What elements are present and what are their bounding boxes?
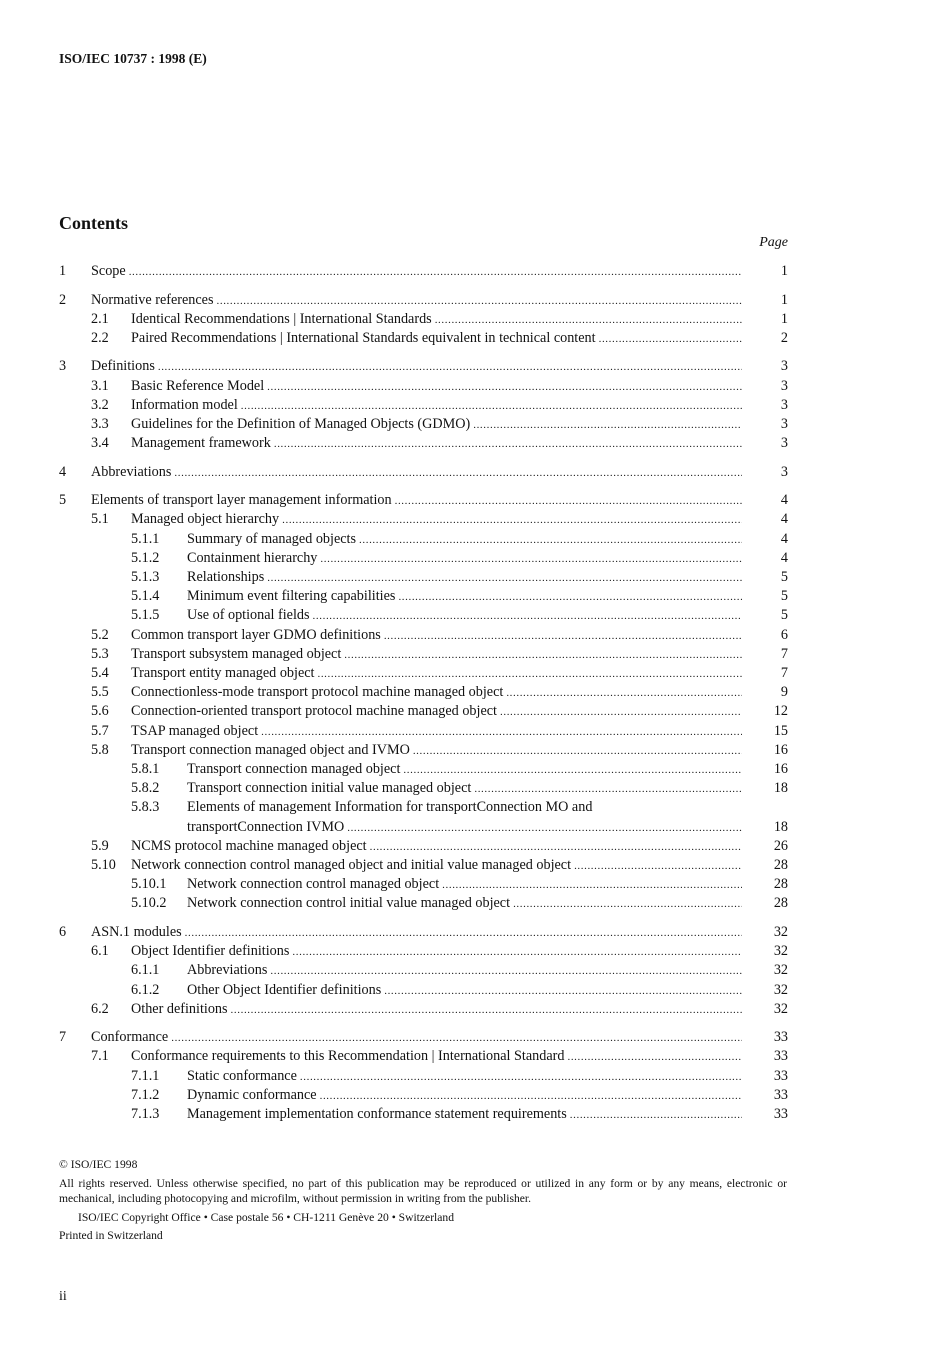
toc-dot-leader	[313, 607, 742, 626]
toc-dot-leader	[320, 550, 742, 569]
toc-entry-title: Abbreviations	[187, 962, 268, 979]
toc-entry-page: 28	[773, 895, 788, 912]
toc-entry-page: 33	[773, 1067, 788, 1084]
toc-entry-number: 5.7	[91, 722, 109, 739]
toc-entry	[0, 415, 950, 434]
toc-entry-number: 6.2	[91, 1000, 109, 1017]
toc-entry	[0, 1028, 950, 1047]
toc-entry-page: 2	[780, 329, 788, 346]
toc-dot-leader	[129, 263, 742, 282]
toc-dot-leader	[413, 742, 742, 761]
toc-dot-leader	[570, 1106, 742, 1125]
toc-dot-leader	[370, 838, 742, 857]
copyright-office-address: ISO/IEC Copyright Office • Case postale 56 • CH-1211 Genève 20 • Switzerland	[78, 1211, 455, 1224]
toc-entry-number: 5.8.2	[131, 780, 160, 797]
toc-entry-page: 18	[773, 780, 788, 797]
toc-dot-leader	[270, 962, 742, 981]
toc-entry-number: 6.1	[91, 943, 109, 960]
toc-entry-page: 4	[780, 549, 788, 566]
toc-entry-page: 4	[780, 530, 788, 547]
toc-dot-leader	[567, 1048, 742, 1067]
toc-entry-page: 15	[773, 722, 788, 739]
toc-entry-page: 28	[773, 876, 788, 893]
toc-dot-leader	[403, 761, 742, 780]
toc-entry-title: Management implementation conformance statement requirements	[187, 1106, 567, 1122]
toc-entry-number: 7.1.2	[131, 1086, 160, 1103]
toc-entry-title-line1: Elements of management Information for transportConnection MO and	[187, 799, 593, 816]
toc-entry-title: Relationships	[187, 569, 265, 585]
toc-entry-number: 5.3	[91, 645, 109, 662]
toc-entry-number: 3.4	[91, 435, 109, 452]
toc-entry-title: Basic Reference Model	[131, 377, 265, 394]
toc-entry-number: 5.8.3	[131, 799, 160, 816]
toc-entry-number: 5.10	[91, 857, 116, 873]
toc-entry-page: 9	[780, 684, 788, 701]
toc-entry-title: Use of optional fields	[187, 607, 310, 624]
toc-entry-title: Elements of transport layer management information	[91, 492, 392, 509]
toc-dot-leader	[261, 723, 742, 742]
toc-entry	[0, 942, 950, 961]
page-number: ii	[59, 1289, 67, 1304]
toc-dot-leader	[300, 1068, 742, 1087]
toc-entry-number: 5.1.2	[131, 549, 160, 566]
toc-entry-page: 32	[773, 943, 788, 960]
toc-entry	[0, 262, 950, 281]
toc-entry-number: 5.1.5	[131, 607, 160, 624]
toc-entry	[0, 779, 950, 798]
toc-entry-number: 5	[59, 492, 67, 509]
toc-entry-number: 7.1.3	[131, 1106, 160, 1122]
toc-entry-title: Dynamic conformance	[187, 1086, 317, 1103]
toc-entry-title: Management framework	[131, 435, 271, 452]
toc-entry	[0, 510, 950, 529]
toc-entry-number: 5.1.3	[131, 569, 160, 585]
toc-entry-number: 5.8	[91, 741, 109, 758]
toc-entry-page: 5	[780, 569, 788, 585]
toc-entry-number: 5.8.1	[131, 761, 160, 777]
toc-dot-leader	[292, 943, 742, 962]
toc-entry	[0, 856, 950, 875]
toc-entry-title: Network connection control initial value managed object	[187, 895, 511, 912]
toc-entry-title: Connection-oriented transport protocol machine managed object	[131, 703, 497, 720]
copyright-notice: © ISO/IEC 1998	[59, 1158, 138, 1171]
toc-dot-leader	[384, 982, 742, 1001]
toc-entry	[0, 1000, 950, 1019]
toc-dot-leader	[267, 569, 742, 588]
toc-dot-leader	[359, 531, 742, 550]
toc-dot-leader	[384, 627, 742, 646]
toc-dot-leader	[217, 292, 743, 311]
toc-entry-title: Transport connection managed object and IVMO	[131, 741, 410, 758]
toc-entry-number: 5.1	[91, 511, 109, 528]
toc-entry-number: 5.2	[91, 626, 109, 643]
toc-entry-number: 6.1.2	[131, 981, 160, 998]
toc-dot-leader	[282, 511, 742, 530]
toc-entry-page: 3	[780, 377, 788, 394]
toc-entry-page: 1	[780, 310, 788, 327]
toc-entry-title: Guidelines for the Definition of Managed Objects (GDMO)	[131, 416, 471, 432]
toc-entry-title: Managed object hierarchy	[131, 511, 280, 528]
toc-dot-leader	[442, 876, 742, 895]
toc-entry-number: 3.2	[91, 396, 109, 413]
toc-entry	[0, 760, 950, 779]
toc-entry-page: 33	[773, 1048, 788, 1065]
toc-entry-title: Abbreviations	[91, 463, 172, 480]
toc-entry-number: 5.9	[91, 837, 109, 854]
toc-entry-page: 32	[773, 923, 788, 940]
toc-entry-number: 7.1.1	[131, 1067, 160, 1084]
toc-entry	[0, 434, 950, 453]
toc-dot-leader	[574, 857, 742, 876]
toc-entry-page: 32	[773, 962, 788, 979]
toc-entry-page: 26	[773, 837, 788, 854]
toc-entry-number: 5.4	[91, 665, 109, 681]
toc-entry	[0, 491, 950, 510]
toc-entry	[0, 1067, 950, 1086]
toc-entry-title: TSAP managed object	[131, 722, 259, 739]
toc-entry-page: 3	[780, 396, 788, 413]
toc-entry-page: 4	[780, 511, 788, 528]
toc-entry-page: 33	[773, 1106, 788, 1122]
toc-dot-leader	[599, 330, 742, 349]
toc-entry-page: 1	[780, 263, 788, 279]
toc-entry	[0, 310, 950, 329]
toc-entry-page: 28	[773, 857, 788, 873]
toc-dot-leader	[347, 819, 742, 838]
toc-entry	[0, 530, 950, 549]
toc-entry-title: NCMS protocol machine managed object	[131, 837, 367, 854]
toc-entry-number: 2	[59, 291, 67, 308]
toc-entry-page: 16	[773, 761, 788, 777]
toc-entry-page: 16	[773, 741, 788, 758]
toc-entry-number: 4	[59, 463, 67, 480]
toc-entry	[0, 291, 950, 310]
toc-entry-title: transportConnection IVMO	[187, 818, 345, 835]
toc-entry	[0, 894, 950, 913]
toc-entry-page: 3	[780, 358, 788, 375]
toc-entry-title: Transport entity managed object	[131, 665, 315, 681]
toc-dot-leader	[274, 435, 742, 454]
toc-dot-leader	[398, 588, 742, 607]
toc-entry	[0, 1047, 950, 1066]
toc-entry-title: Transport connection managed object	[187, 761, 401, 777]
toc-entry	[0, 587, 950, 606]
toc-entry	[0, 981, 950, 1000]
toc-entry-number: 5.1.4	[131, 588, 160, 605]
toc-entry-title: Containment hierarchy	[187, 549, 318, 566]
toc-dot-leader	[344, 646, 742, 665]
toc-entry-title: Network connection control managed object and initial value managed object	[131, 857, 572, 873]
toc-entry-title: Scope	[91, 263, 126, 279]
toc-entry-page: 18	[773, 818, 788, 835]
toc-entry-number: 5.10.1	[131, 876, 167, 893]
toc-dot-leader	[158, 358, 742, 377]
toc-entry-title: Minimum event filtering capabilities	[187, 588, 396, 605]
toc-entry-page: 7	[780, 645, 788, 662]
toc-entry	[0, 683, 950, 702]
toc-entry	[0, 377, 950, 396]
toc-entry-page: 4	[780, 492, 788, 509]
toc-entry	[0, 702, 950, 721]
toc-entry-title: ASN.1 modules	[91, 923, 182, 940]
toc-dot-leader	[513, 895, 742, 914]
toc-entry-number: 7	[59, 1029, 67, 1046]
toc-entry	[0, 923, 950, 942]
toc-entry	[0, 664, 950, 683]
toc-entry-number: 3.3	[91, 416, 109, 432]
toc-entry-title: Common transport layer GDMO definitions	[131, 626, 381, 643]
toc-entry-title: Object Identifier definitions	[131, 943, 290, 960]
toc-entry-title: Static conformance	[187, 1067, 297, 1084]
toc-dot-leader	[171, 1029, 742, 1048]
toc-entry-continuation	[0, 818, 950, 837]
toc-dot-leader	[241, 397, 742, 416]
toc-entry-page: 5	[780, 588, 788, 605]
toc-dot-leader	[506, 684, 742, 703]
toc-entry-number: 2.1	[91, 310, 109, 327]
toc-entry-title: Normative references	[91, 291, 214, 308]
document-header: ISO/IEC 10737 : 1998 (E)	[59, 51, 207, 66]
toc-entry-page: 3	[780, 463, 788, 480]
toc-dot-leader	[317, 665, 742, 684]
toc-entry	[0, 357, 950, 376]
toc-entry-page: 3	[780, 435, 788, 452]
toc-entry-number: 3.1	[91, 377, 109, 394]
toc-entry-page: 12	[773, 703, 788, 720]
toc-entry-title: Information model	[131, 396, 238, 413]
toc-entry-page: 33	[773, 1086, 788, 1103]
toc-dot-leader	[267, 378, 742, 397]
toc-dot-leader	[435, 311, 742, 330]
toc-dot-leader	[231, 1001, 742, 1020]
toc-entry-number: 5.6	[91, 703, 109, 720]
toc-entry-page: 32	[773, 1000, 788, 1017]
toc-entry-title: Conformance requirements to this Recommendation | International Standard	[131, 1048, 565, 1065]
toc-entry-title: Paired Recommendations | International Standards equivalent in technical content	[131, 329, 596, 346]
toc-entry-number: 5.10.2	[131, 895, 167, 912]
toc-entry-page: 1	[780, 291, 788, 308]
toc-entry-number: 5.1.1	[131, 530, 160, 547]
toc-dot-leader	[320, 1087, 742, 1106]
toc-entry-number: 5.5	[91, 684, 109, 701]
toc-entry	[0, 1105, 950, 1124]
toc-dot-leader	[473, 416, 742, 435]
toc-dot-leader	[174, 464, 742, 483]
toc-entry-page: 3	[780, 416, 788, 432]
rights-statement: All rights reserved. Unless otherwise specified, no part of this publication may be reproduced or utilized in any form or by any means, electronic or mechanical, including photocopying and microfilm, without permission in writing from the publisher.	[59, 1177, 787, 1205]
toc-entry-title: Other Object Identifier definitions	[187, 981, 382, 998]
toc-entry	[0, 329, 950, 348]
toc-entry-title: Summary of managed objects	[187, 530, 357, 547]
toc-dot-leader	[395, 492, 742, 511]
toc-entry	[0, 568, 950, 587]
toc-entry	[0, 837, 950, 856]
toc-entry-title: Connectionless-mode transport protocol machine managed object	[131, 684, 504, 701]
toc-entry-page: 32	[773, 981, 788, 998]
toc-entry	[0, 463, 950, 482]
toc-entry	[0, 798, 950, 817]
toc-entry-page: 5	[780, 607, 788, 624]
contents-heading: Contents	[59, 213, 129, 233]
toc-entry-title: Definitions	[91, 358, 155, 375]
printed-in: Printed in Switzerland	[59, 1229, 163, 1242]
toc-entry-title: Transport subsystem managed object	[131, 645, 342, 662]
toc-entry-title: Conformance	[91, 1029, 169, 1046]
toc-entry	[0, 722, 950, 741]
toc-entry	[0, 741, 950, 760]
toc-entry-title: Network connection control managed object	[187, 876, 440, 893]
toc-entry	[0, 875, 950, 894]
toc-entry	[0, 645, 950, 664]
toc-entry	[0, 549, 950, 568]
toc-entry-number: 1	[59, 263, 67, 279]
toc-dot-leader	[185, 924, 742, 943]
toc-dot-leader	[474, 780, 742, 799]
toc-entry	[0, 961, 950, 980]
toc-entry-page: 7	[780, 665, 788, 681]
toc-entry-page: 33	[773, 1029, 788, 1046]
toc-entry	[0, 396, 950, 415]
toc-entry	[0, 1086, 950, 1105]
toc-entry-number: 2.2	[91, 329, 109, 346]
toc-dot-leader	[500, 703, 742, 722]
toc-entry-number: 3	[59, 358, 67, 375]
toc-entry-title: Identical Recommendations | International Standards	[131, 310, 432, 327]
page-column-label: Page	[759, 235, 788, 250]
toc-entry	[0, 606, 950, 625]
toc-entry-number: 6	[59, 923, 67, 940]
toc-entry-title: Transport connection initial value managed object	[187, 780, 472, 797]
toc-entry-title: Other definitions	[131, 1000, 228, 1017]
toc-entry-number: 7.1	[91, 1048, 109, 1065]
toc-entry-page: 6	[780, 626, 788, 643]
toc-entry	[0, 626, 950, 645]
toc-entry-number: 6.1.1	[131, 962, 160, 979]
